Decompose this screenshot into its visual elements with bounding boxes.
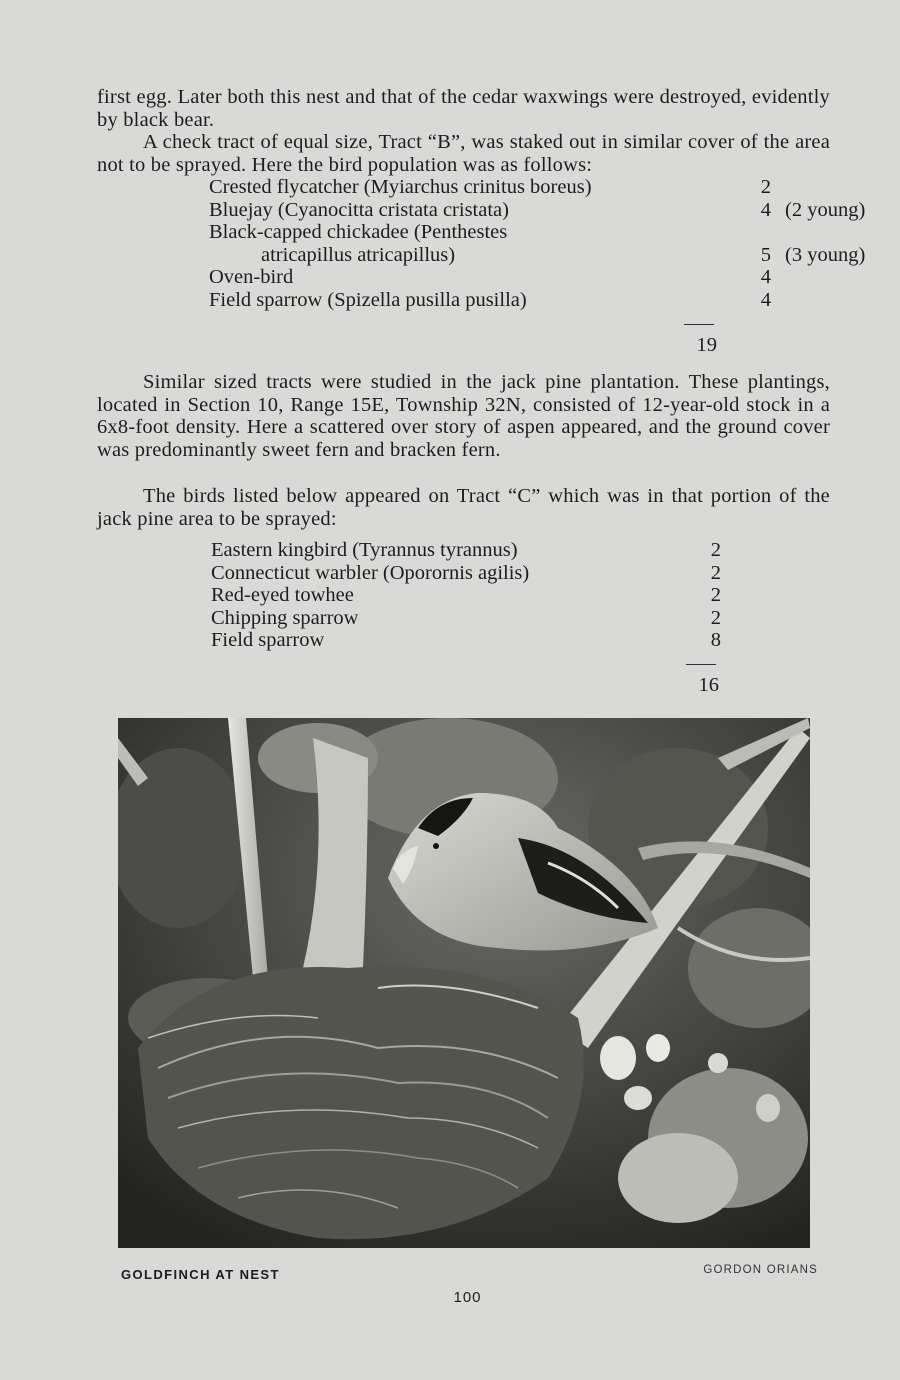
table-row — [209, 221, 865, 244]
paragraph-tract-c-intro: The birds listed below appeared on Tract “C” which was in that portion of the jack pine area to be sprayed: — [97, 485, 830, 530]
table-row — [211, 584, 721, 607]
bird-name: atricapillus atricapillus) — [261, 243, 456, 266]
bird-note — [771, 221, 865, 244]
table-row — [209, 199, 865, 222]
tract-c-bird-table — [211, 539, 721, 652]
bird-name: Oven-bird — [209, 266, 294, 288]
bird-name: Field sparrow — [211, 629, 325, 651]
table-row — [209, 266, 865, 289]
table-row — [211, 629, 721, 652]
bird-name: Eastern kingbird (Tyrannus tyrannus) — [211, 539, 518, 561]
bird-note: (2 young) — [785, 198, 866, 221]
table-row — [211, 562, 721, 585]
goldfinch-nest-photo — [118, 718, 810, 1248]
tract-c-total: 16 — [698, 674, 719, 696]
bird-count: 2 — [710, 539, 721, 561]
bird-name: Red-eyed towhee — [211, 584, 354, 606]
bird-name: Field sparrow (Spizella pusilla pusilla) — [209, 288, 527, 311]
photo-caption: GOLDFINCH AT NEST — [121, 1267, 280, 1282]
photo-illustration — [118, 718, 810, 1248]
bird-count: 4 — [760, 266, 771, 288]
tract-b-total: 19 — [696, 334, 717, 356]
bird-name: Chipping sparrow — [211, 606, 359, 629]
paragraph-continuation: first egg. Later both this nest and that of the cedar waxwings were destroyed, evidently by black bear. — [97, 86, 830, 131]
page-number: 100 — [453, 1289, 482, 1306]
table-row — [211, 607, 721, 630]
total-rule — [686, 664, 716, 665]
bird-count: 2 — [760, 176, 771, 198]
bird-name: Black-capped chickadee (Penthestes — [209, 221, 508, 243]
bird-name: Connecticut warbler (Oporornis agilis) — [211, 561, 530, 584]
photo-credit: GORDON ORIANS — [703, 1264, 818, 1276]
table-row — [209, 176, 865, 199]
bird-count — [751, 221, 771, 244]
table-row — [209, 289, 865, 312]
bird-note — [771, 289, 865, 312]
bird-note — [771, 176, 865, 199]
bird-count: 2 — [710, 584, 721, 606]
bird-count: 4 — [760, 288, 771, 311]
bird-name: Bluejay (Cyanocitta cristata cristata) — [209, 198, 509, 221]
total-rule — [684, 324, 714, 325]
table-row — [211, 539, 721, 562]
bird-note: (3 young) — [785, 243, 866, 266]
table-row — [209, 244, 865, 267]
bird-count: 4 — [760, 198, 771, 221]
tract-b-bird-table — [209, 176, 865, 311]
bird-count: 2 — [710, 606, 721, 629]
bird-count: 2 — [710, 561, 721, 584]
bird-note — [771, 266, 865, 289]
paragraph-jack-pine: Similar sized tracts were studied in the jack pine plantation. These plantings, located in Section 10, Range 15E, Township 32N, consisted of 12-year-old stock in a 6x8-foot density. Here a scattered over story of aspen appeared, and the ground cover was predominantly sweet fern and bracken fern. — [97, 371, 830, 461]
bird-count: 8 — [710, 629, 721, 651]
paragraph-tract-b-intro: A check tract of equal size, Tract “B”, was staked out in similar cover of the area not to be sprayed. Here the bird population was as follows: — [97, 131, 830, 176]
bird-count: 5 — [760, 243, 771, 266]
bird-name: Crested flycatcher (Myiarchus crinitus boreus) — [209, 176, 592, 198]
